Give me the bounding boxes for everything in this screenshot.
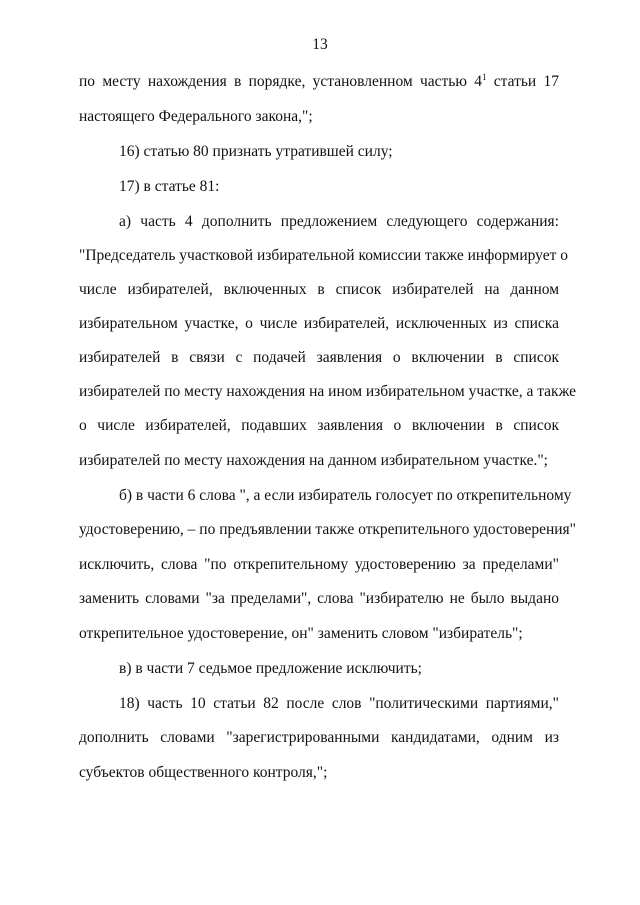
text-line: дополнить словами "зарегистрированными кандидатами, одним из xyxy=(79,729,559,746)
list-item: в) в части 7 седьмое предложение исключить; xyxy=(119,660,422,677)
list-item: 17) в статье 81: xyxy=(119,178,220,195)
text-line: числе избирателей, включенных в список избирателей на данном xyxy=(79,281,559,298)
text-line: избирателей по месту нахождения на данном избирательном участке."; xyxy=(79,452,548,469)
list-item: а) часть 4 дополнить предложением следующего содержания: xyxy=(119,213,559,230)
text-fragment: статьи 17 xyxy=(486,73,559,90)
text-line: исключить, слова "по открепительному удостоверению за пределами" xyxy=(79,556,559,573)
list-item: 16) статью 80 признать утратившей силу; xyxy=(119,143,393,160)
text-line: о числе избирателей, подавших заявления о включении в список xyxy=(79,417,559,434)
text-line: настоящего Федерального закона,"; xyxy=(79,108,313,125)
text-line xyxy=(79,72,559,92)
list-item: 18) часть 10 статьи 82 после слов "политическими партиями," xyxy=(119,695,559,712)
text-line: заменить словами "за пределами", слова "избирателю не было выдано xyxy=(79,590,559,607)
text-line: избирательном участке, о числе избирателей, исключенных из списка xyxy=(79,315,559,332)
text-line: субъектов общественного контроля,"; xyxy=(79,764,328,781)
text-fragment: по месту нахождения в порядке, установленном частью 4 xyxy=(79,73,482,90)
text-line: "Председатель участковой избирательной комиссии также информирует о xyxy=(79,247,569,264)
list-item: б) в части 6 слова ", а если избиратель голосует по открепительному xyxy=(119,487,572,504)
page-number: 13 xyxy=(312,36,328,53)
superscript: 1 xyxy=(481,72,487,82)
text-line: избирателей по месту нахождения на ином избирательном участке, а также xyxy=(79,383,576,400)
text-line: удостоверению, – по предъявлении также открепительного удостоверения" xyxy=(79,521,577,538)
text-line: избирателей в связи с подачей заявления о включении в список xyxy=(79,349,559,366)
text-line: открепительное удостоверение, он" заменить словом "избиратель"; xyxy=(79,625,523,642)
